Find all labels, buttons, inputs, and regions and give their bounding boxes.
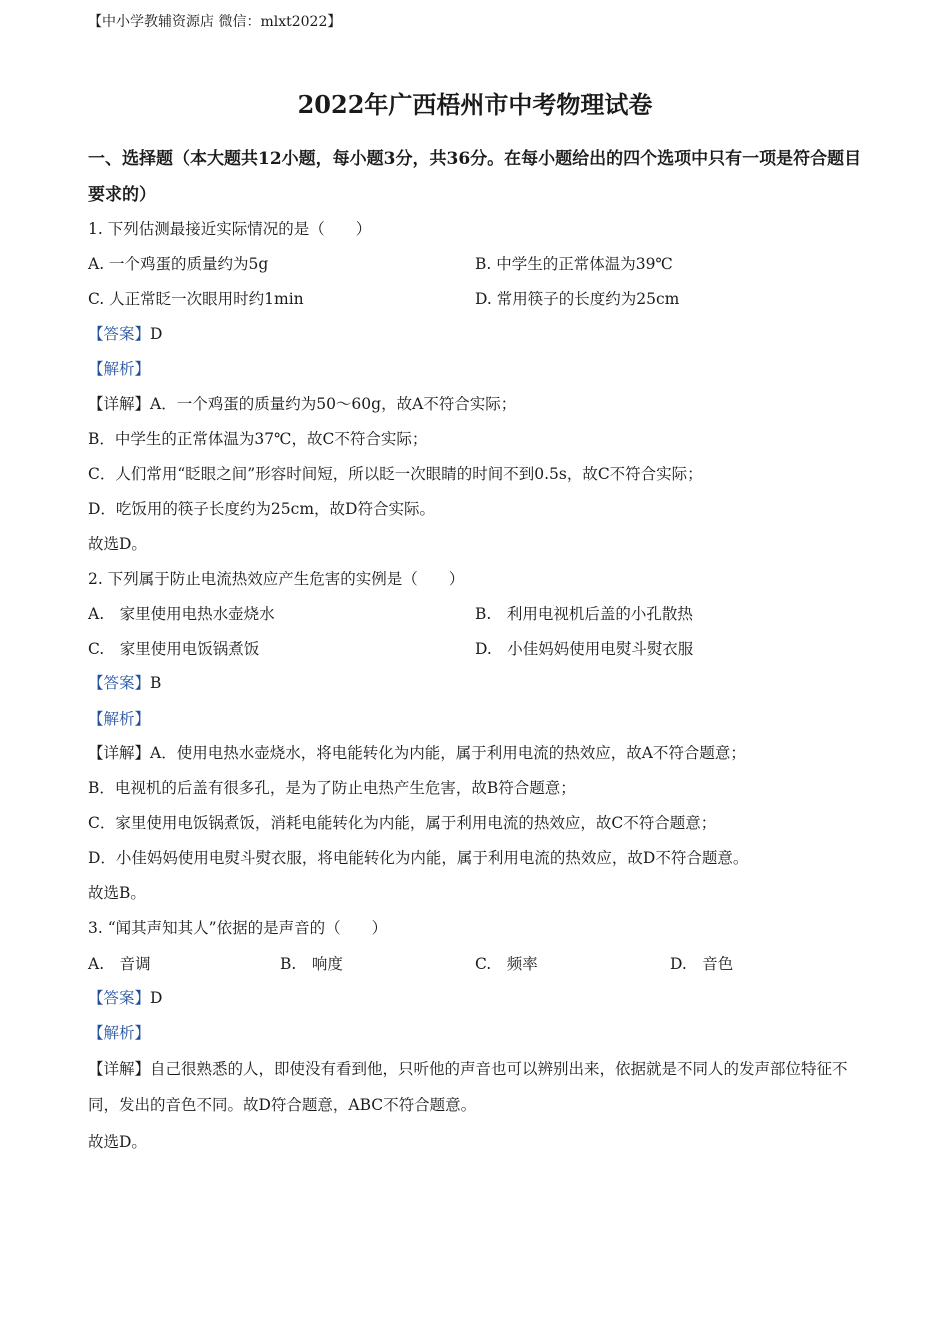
question-2-option-c: C. 家里使用电饭锅煮饭 bbox=[88, 640, 260, 658]
answer-tag: 【答案】 bbox=[88, 325, 151, 343]
question-3-detail bbox=[88, 1051, 863, 1123]
analysis-tag: 【解析】 bbox=[88, 360, 151, 378]
question-2-detail bbox=[88, 742, 863, 764]
question-1-option-a: A. 一个鸡蛋的质量约为5g bbox=[88, 255, 269, 273]
question-2-conclusion: 故选B。 bbox=[88, 884, 146, 902]
answer-tag: 【答案】 bbox=[88, 989, 151, 1007]
analysis-tag: 【解析】 bbox=[88, 710, 151, 728]
detail-tag: 【详解】 bbox=[88, 395, 151, 413]
question-2-option-b: B. 利用电视机后盖的小孔散热 bbox=[475, 605, 693, 623]
question-3-answer bbox=[88, 987, 863, 1009]
question-1-option-d: D. 常用筷子的长度约为25cm bbox=[475, 290, 680, 308]
detail-text: A．一个鸡蛋的质量约为50～60g，故A不符合实际； bbox=[150, 395, 517, 413]
question-1-conclusion: 故选D。 bbox=[88, 535, 147, 553]
detail-text: A．使用电热水壶烧水，将电能转化为内能，属于利用电流的热效应，故A不符合题意； bbox=[150, 744, 746, 762]
question-2-option-a: A. 家里使用电热水壶烧水 bbox=[88, 605, 275, 623]
question-1-explanation-c: C．人们常用“眨眼之间”形容时间短，所以眨一次眼睛的时间不到0.5s，故C不符合实际； bbox=[88, 465, 703, 483]
detail-tag: 【详解】 bbox=[88, 1060, 151, 1078]
question-2-stem: 2. 下列属于防止电流热效应产生危害的实例是（ ） bbox=[88, 570, 465, 588]
question-1-option-c: C. 人正常眨一次眼用时约1min bbox=[88, 290, 304, 308]
answer-tag: 【答案】 bbox=[88, 674, 151, 692]
question-2-answer bbox=[88, 672, 863, 694]
question-1-stem: 1. 下列估测最接近实际情况的是（ ） bbox=[88, 220, 372, 238]
analysis-tag: 【解析】 bbox=[88, 1024, 151, 1042]
question-1-detail bbox=[88, 393, 863, 415]
question-3-option-d: D. 音色 bbox=[670, 955, 734, 973]
question-1-analysis-label bbox=[88, 358, 863, 380]
question-2-explanation-d: D．小佳妈妈使用电熨斗熨衣服，将电能转化为内能，属于利用电流的热效应，故D不符合题意。 bbox=[88, 849, 749, 867]
answer-value: D bbox=[150, 325, 163, 343]
question-3-stem: 3. “闻其声知其人”依据的是声音的（ ） bbox=[88, 919, 388, 937]
section-heading: 一、选择题（本大题共12小题，每小题3分，共36分。在每小题给出的四个选项中只有一项是符合题目要求的） bbox=[88, 149, 862, 205]
answer-value: D bbox=[150, 989, 163, 1007]
detail-text: 自己很熟悉的人，即使没有看到他，只听他的声音也可以辨别出来，依据就是不同人的发声部位特征不同，发出的音色不同。故D符合题意，ABC不符合题意。 bbox=[88, 1060, 848, 1114]
question-3-analysis-label bbox=[88, 1022, 863, 1044]
question-3-option-a: A. 音调 bbox=[88, 955, 151, 973]
answer-value: B bbox=[150, 674, 162, 692]
question-2-explanation-c: C．家里使用电饭锅煮饭，消耗电能转化为内能，属于利用电流的热效应，故C不符合题意； bbox=[88, 814, 717, 832]
question-1-explanation-b: B．中学生的正常体温为37℃，故C不符合实际； bbox=[88, 430, 428, 448]
question-1-explanation-d: D．吃饭用的筷子长度约为25cm，故D符合实际。 bbox=[88, 500, 435, 518]
question-1-answer bbox=[88, 323, 863, 345]
header-note: 【中小学教辅资源店 微信：mlxt2022】 bbox=[88, 14, 342, 30]
question-3-option-c: C. 频率 bbox=[475, 955, 538, 973]
question-2-explanation-b: B．电视机的后盖有很多孔，是为了防止电热产生危害，故B符合题意； bbox=[88, 779, 576, 797]
document-title: 2022年广西梧州市中考物理试卷 bbox=[297, 90, 653, 119]
question-3-conclusion: 故选D。 bbox=[88, 1133, 147, 1151]
detail-tag: 【详解】 bbox=[88, 744, 151, 762]
question-1-option-b: B. 中学生的正常体温为39℃ bbox=[475, 255, 673, 273]
question-2-analysis-label bbox=[88, 708, 863, 730]
question-3-option-b: B. 响度 bbox=[280, 955, 343, 973]
question-2-option-d: D. 小佳妈妈使用电熨斗熨衣服 bbox=[475, 640, 694, 658]
